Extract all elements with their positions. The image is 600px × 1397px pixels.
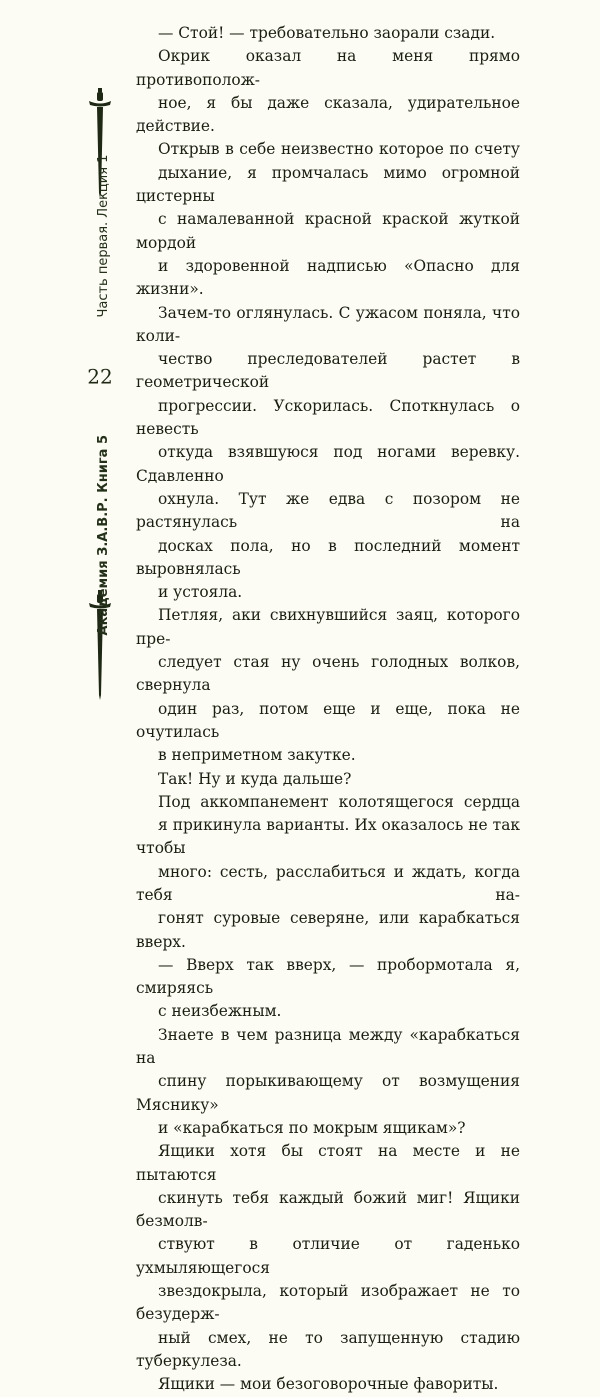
- paragraph: [136, 138, 520, 604]
- text-line: Ящики — мои безоговорочные фавориты.: [158, 1375, 499, 1394]
- running-header: [88, 155, 112, 636]
- text-line: Окрик оказал на меня прямо противополож-: [136, 47, 520, 89]
- text-line: гонят суровые северяне, или карабкаться вверх.: [136, 909, 520, 951]
- text-line: Петляя, аки свихнувшийся заяц, которого пре-: [136, 606, 520, 648]
- paragraph: [136, 45, 520, 138]
- text-line: Под аккомпанемент колотящегося сердца: [158, 792, 520, 811]
- text-line: с неизбежным.: [158, 1002, 282, 1021]
- paragraph: [136, 954, 520, 1024]
- paragraph: [136, 1024, 520, 1140]
- text-line: скинуть тебя каждый божий миг! Ящики безмолв-: [136, 1188, 520, 1231]
- text-line: откуда взявшуюся под ногами веревку. Сдавленно: [136, 443, 520, 485]
- text-line: чество преследователей растет в геометрической: [136, 350, 520, 392]
- text-line: Знаете в чем разница между «карабкаться на: [136, 1025, 520, 1068]
- text-line: Так! Ну и куда дальше?: [158, 769, 352, 788]
- text-line: ное, я бы даже сказала, удирательное действие.: [136, 93, 520, 136]
- text-line: дыхание, я промчалась мимо огромной цистерны: [136, 163, 520, 206]
- text-line: я прикинула варианты. Их оказалось не так чтобы: [136, 816, 520, 858]
- paragraph: [136, 768, 520, 791]
- text-line: Открыв в себе неизвестно которое по счету: [158, 140, 520, 159]
- text-line: Зачем-то оглянулась. С ужасом поняла, что коли-: [136, 303, 520, 345]
- body-text: [136, 22, 520, 1397]
- text-line: следует стая ну очень голодных волков, свернула: [136, 653, 520, 695]
- text-line: и устояла.: [158, 583, 243, 602]
- page-number: 22: [87, 364, 113, 389]
- paragraph: [136, 791, 520, 954]
- chapter-title: Часть первая. Лекция 1: [96, 154, 111, 318]
- text-line: Ящики хотя бы стоят на месте и не пытаются: [136, 1142, 520, 1184]
- paragraph: [136, 22, 520, 45]
- book-title: Академия З.А.В.Р. Книга 5: [96, 435, 111, 636]
- paragraph: [136, 604, 520, 767]
- text-line: один раз, потом еще и еще, пока не очутилась: [136, 699, 520, 741]
- text-line: прогрессии. Ускорилась. Споткнулась о невесть: [136, 396, 520, 439]
- text-line: много: сесть, расслабиться и ждать, когда тебя на-: [136, 862, 520, 904]
- text-line: звездокрыла, который изображает не то безудерж-: [136, 1282, 520, 1324]
- paragraph: [136, 1140, 520, 1396]
- text-line: и «карабкаться по мокрым ящикам»?: [158, 1118, 466, 1137]
- text-line: — Стой! — требовательно заорали сзади.: [158, 24, 496, 42]
- text-line: и здоровенной надписью «Опасно для жизни».: [136, 256, 520, 299]
- text-line: — Вверх так вверх, — пробормотала я, смиряясь: [136, 955, 520, 998]
- text-line: охнула. Тут же едва с позором не растянулась на: [136, 489, 520, 532]
- text-line: с намалеванной красной краской жуткой мордой: [136, 210, 520, 252]
- text-line: досках пола, но в последний момент выровнялась: [136, 536, 520, 578]
- text-line: в неприметном закутке.: [158, 746, 356, 765]
- text-line: ствуют в отличие от гаденько ухмыляющегося: [136, 1235, 520, 1277]
- text-line: спину порыкивающему от возмущения Мяснику»: [136, 1072, 520, 1114]
- text-line: ный смех, не то запущенную стадию туберкулеза.: [136, 1328, 520, 1370]
